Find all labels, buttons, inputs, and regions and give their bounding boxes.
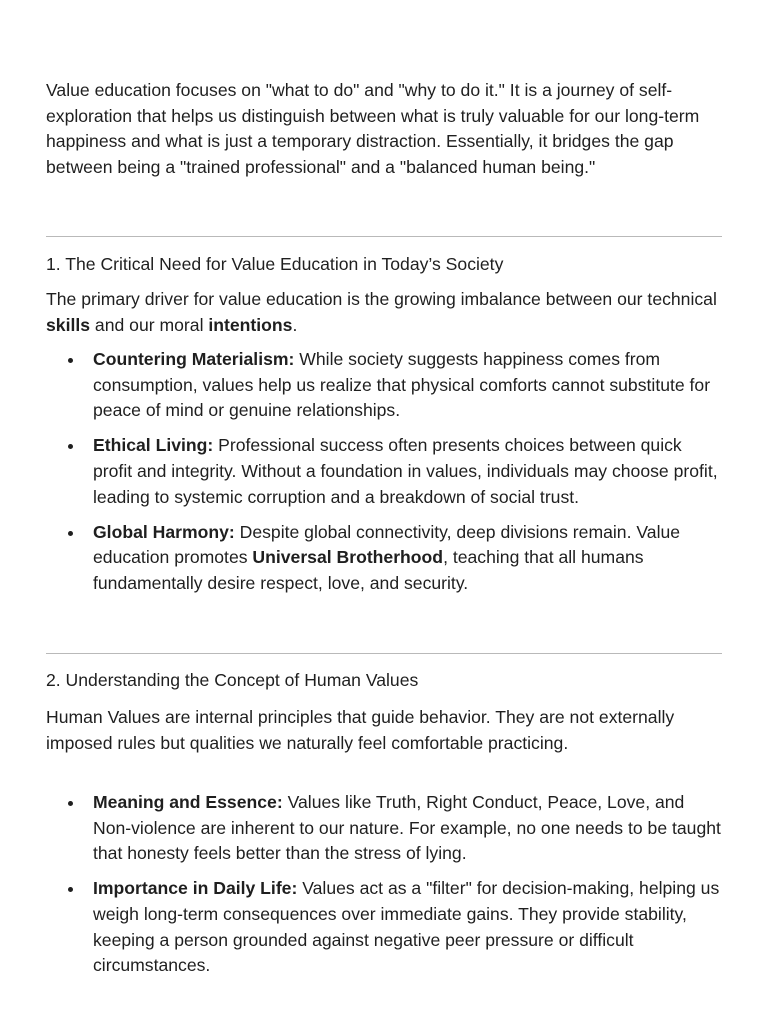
section-2-paragraph: Human Values are internal principles that guide behavior. They are not externally imposed rules but qualities we naturally feel comfortable practicing. <box>46 707 675 753</box>
list-item-label: Meaning and Essence: <box>93 792 283 812</box>
para-text: The primary driver for value education is the growing imbalance between our technical <box>46 289 717 309</box>
list-item <box>46 520 722 597</box>
section-divider <box>46 236 722 237</box>
bullet-icon <box>68 801 73 806</box>
list-item-text: Professional success often presents choices between quick profit and integrity. Without a foundation in values, individuals may choose profit, leading to systemic corruption and a breakdown of social trust. <box>93 435 718 507</box>
list-item-text: , teaching that all humans fundamentally desire respect, love, and security. <box>93 547 644 593</box>
list-item <box>46 433 722 510</box>
section-1-paragraph <box>46 287 722 338</box>
list-item-text: Values like Truth, Right Conduct, Peace, Love, and Non-violence are inherent to our nature. For example, no one needs to be taught that honesty feels better than the stress of lying. <box>93 792 721 864</box>
list-item <box>46 790 722 867</box>
section-2-list <box>46 790 722 988</box>
section-1-list <box>46 347 722 606</box>
list-item <box>46 876 722 978</box>
list-item-label: Ethical Living: <box>93 435 214 456</box>
list-item-text: Values act as a "filter" for decision-making, helping us weigh long-term consequences over immediate gains. They provide stability, keeping a person grounded against negative peer pressure or difficult circumstances. <box>93 878 720 976</box>
list-item-text: While society suggests happiness comes from consumption, values help us realize that physical comforts cannot substitute for peace of mind or genuine relationships. <box>93 349 711 421</box>
list-item-label: Countering Materialism: <box>93 349 295 369</box>
list-item-text: Despite global connectivity, deep divisions remain. Value education promotes <box>93 521 681 568</box>
list-item-label: Importance in Daily Life: <box>93 878 298 899</box>
bullet-icon <box>68 887 73 892</box>
para-text: . <box>292 314 298 335</box>
section-2-heading: 2. Understanding the Concept of Human Values <box>46 670 419 690</box>
section-1-heading: 1. The Critical Need for Value Education in Today’s Society <box>46 254 504 274</box>
bullet-icon <box>68 444 73 449</box>
list-item-bold: Universal Brotherhood <box>252 547 444 568</box>
bullet-icon <box>68 358 73 363</box>
intro-paragraph: Value education focuses on "what to do" and "why to do it." It is a journey of self-exploration that helps us distinguish between what is truly valuable for our long-term happiness and what is just a temporary distraction. Essentially, it bridges the gap between being a "trained professional" and a "balanced human being." <box>46 80 700 177</box>
bullet-icon <box>68 531 73 536</box>
para-bold-intentions: intentions <box>208 314 293 335</box>
para-bold-skills: skills <box>46 314 91 335</box>
section-divider <box>46 653 722 654</box>
para-text: and our moral <box>90 314 209 335</box>
list-item-label: Global Harmony: <box>93 521 235 542</box>
list-item <box>46 347 722 424</box>
